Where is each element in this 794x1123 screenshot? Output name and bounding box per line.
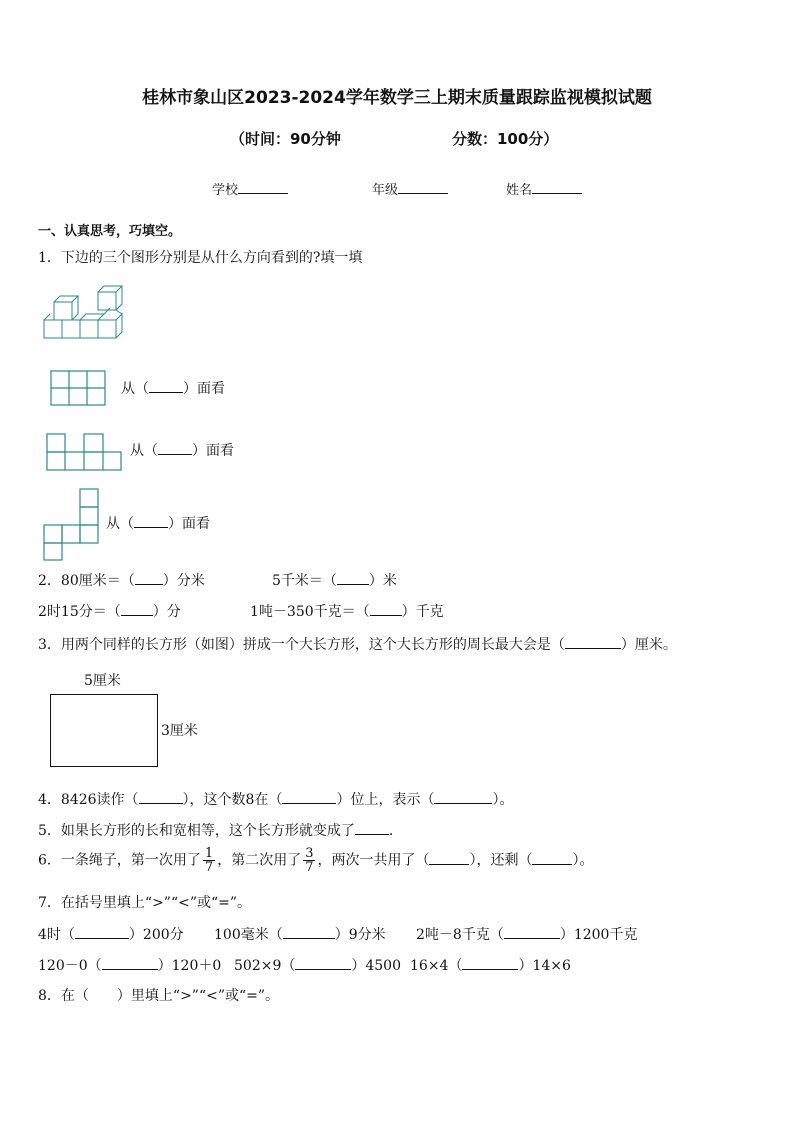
fraction-three-sevenths: $\frac{3}{7}$ (305, 846, 314, 875)
question-6[interactable]: 6．一条绳子，第一次用了 $\frac{1}{7}$ ，第二次用了 $\frac{3}{7}$ ，两次一共用了（ ），还剩（ ）。 (38, 846, 594, 875)
question-2b[interactable]: 5千米＝（ ）米 (272, 573, 397, 589)
view-3-blank[interactable] (134, 515, 168, 528)
section-heading: 一、认真思考，巧填空。 (38, 224, 182, 239)
view-2-answer[interactable]: 从（ ）面看 (130, 443, 234, 459)
q3-blank[interactable] (565, 636, 621, 649)
q7-blank-6[interactable] (462, 957, 518, 970)
view-3-answer[interactable]: 从（ ）面看 (106, 516, 210, 532)
q6-blank-2[interactable] (532, 852, 572, 865)
name-field[interactable] (506, 181, 582, 199)
q2d-blank[interactable] (370, 603, 402, 616)
school-blank[interactable] (238, 181, 288, 194)
q2a-blank[interactable] (135, 572, 163, 585)
cube-stack-figure (40, 284, 130, 346)
view-1-answer[interactable]: 从（ ）面看 (121, 381, 225, 397)
rectangle-height-label: 3厘米 (161, 723, 198, 739)
q7-item-6[interactable]: 16×4（ ）14×6 (410, 958, 571, 974)
view-2-figure (46, 432, 124, 472)
q4-blank-1[interactable] (139, 791, 183, 804)
q7-blank-2[interactable] (283, 926, 335, 939)
grade-field[interactable] (372, 181, 448, 199)
question-2c[interactable]: 2时15分＝（ ）分 (38, 604, 181, 620)
question-8-prompt: 8．在（ ）里填上“>”“<”或“=”。 (38, 988, 280, 1004)
q4-blank-3[interactable] (434, 791, 492, 804)
q7-item-2[interactable]: 100毫米（ ）9分米 (214, 927, 386, 943)
q5-blank[interactable] (355, 822, 389, 835)
school-label: 学校 (212, 183, 239, 198)
school-field[interactable] (212, 181, 288, 199)
exam-score: 分数：100分） (452, 130, 559, 148)
q7-blank-3[interactable] (504, 926, 560, 939)
question-2a[interactable]: 2．80厘米＝（ ）分米 (38, 573, 205, 589)
q7-blank-4[interactable] (102, 957, 158, 970)
question-3[interactable]: 3．用两个同样的长方形（如图）拼成一个大长方形，这个大长方形的周长最大会是（ ）厘米。 (38, 637, 677, 653)
grade-blank[interactable] (398, 181, 448, 194)
rectangle-width-label: 5厘米 (84, 673, 121, 689)
q2c-blank[interactable] (121, 603, 153, 616)
q7-item-1[interactable]: 4时（ ）200分 (38, 927, 184, 943)
question-7-prompt: 7．在括号里填上“>”“<”或“=”。 (38, 895, 252, 911)
page-title: 桂林市象山区2023-2024学年数学三上期末质量跟踪监视模拟试题 (142, 88, 652, 108)
view-1-blank[interactable] (149, 380, 183, 393)
q7-item-3[interactable]: 2吨－8千克（ ）1200千克 (416, 927, 638, 943)
view-1-figure (50, 370, 108, 408)
q7-blank-1[interactable] (75, 926, 129, 939)
fraction-one-seventh: $\frac{1}{7}$ (204, 846, 214, 875)
exam-time: （时间：90分钟 (230, 130, 341, 148)
question-2d[interactable]: 1吨－350千克＝（ ）千克 (250, 604, 444, 620)
question-5[interactable]: 5．如果长方形的长和宽相等，这个长方形就变成了 . (38, 823, 394, 839)
view-3-figure (42, 488, 102, 562)
rectangle-figure (50, 694, 158, 767)
q7-item-4[interactable]: 120－0（ ）120＋0 (38, 958, 222, 974)
name-label: 姓名 (506, 183, 533, 198)
q6-blank-1[interactable] (429, 852, 469, 865)
name-blank[interactable] (532, 181, 582, 194)
q2b-blank[interactable] (337, 572, 369, 585)
q4-blank-2[interactable] (282, 791, 336, 804)
question-1-prompt: 1．下边的三个图形分别是从什么方向看到的?填一填 (38, 250, 363, 266)
q7-item-5[interactable]: 502×9（ ）4500 (234, 958, 401, 974)
question-4[interactable]: 4．8426读作（ ），这个数8在（ ）位上，表示（ ）。 (38, 792, 514, 808)
view-2-blank[interactable] (158, 442, 192, 455)
q7-blank-5[interactable] (295, 957, 351, 970)
grade-label: 年级 (372, 183, 399, 198)
